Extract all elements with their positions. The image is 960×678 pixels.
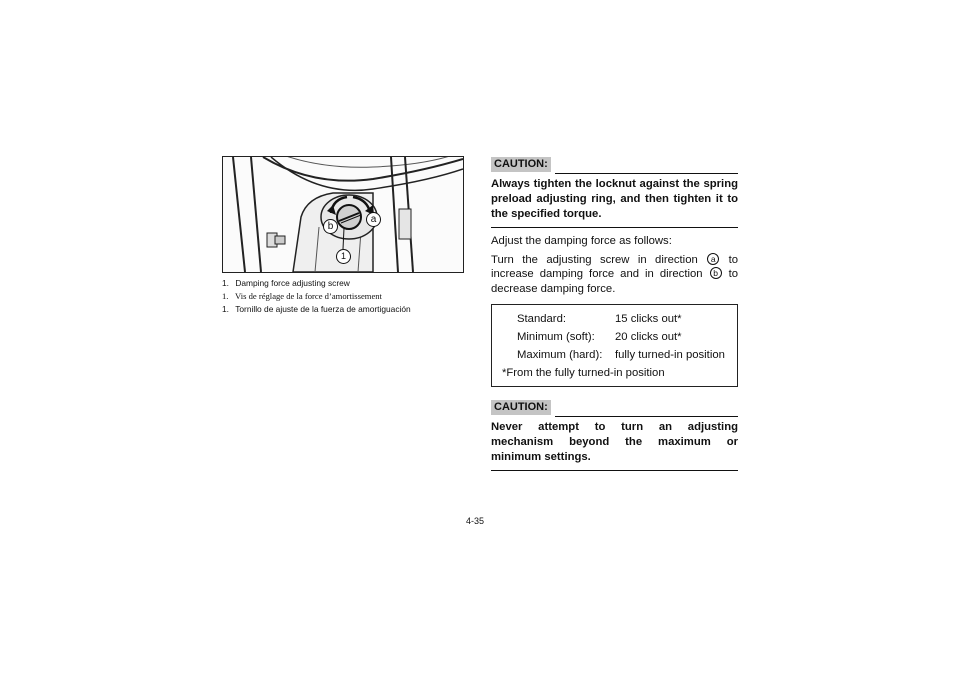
- caution-label: CAUTION:: [491, 400, 551, 415]
- page-number: 4-35: [466, 516, 485, 526]
- instructions-column: [491, 156, 738, 471]
- figure-captions: [222, 278, 472, 317]
- caption-number: 1.: [222, 278, 229, 288]
- direction-b-symbol: b: [710, 267, 722, 279]
- caution-rule: [555, 173, 738, 174]
- spec-row-maximum: [502, 346, 731, 364]
- direction-a-symbol: a: [707, 253, 719, 265]
- spec-value: fully turned-in position: [615, 349, 725, 361]
- caution-label: CAUTION:: [491, 157, 551, 172]
- caption-text: Tornillo de ajuste de la fuerza de amortiguación: [235, 304, 411, 314]
- direction-text-2: to increase damping force and in direction: [491, 253, 739, 280]
- caption-french: [222, 291, 472, 301]
- caption-text: Damping force adjusting screw: [235, 278, 350, 288]
- direction-text-1: Turn the adjusting screw in direction: [491, 253, 698, 266]
- adjust-intro: Adjust the damping force as follows:: [491, 235, 672, 247]
- adjust-direction-paragraph: [491, 253, 738, 297]
- spec-row-standard: [502, 310, 731, 328]
- callout-1: 1: [336, 249, 351, 264]
- direction-text-3: to decrease damping force.: [491, 268, 738, 295]
- damping-adjuster-illustration: [222, 156, 464, 273]
- caution-rule: [555, 416, 738, 417]
- spec-label: Minimum (soft):: [517, 331, 595, 343]
- spec-label: Standard:: [517, 313, 566, 325]
- callout-b: b: [323, 219, 338, 234]
- caption-english: [222, 278, 472, 288]
- caption-text: Vis de réglage de la force d’amortissement: [235, 291, 382, 301]
- caption-number: 1.: [222, 291, 229, 301]
- damping-spec-box: [491, 304, 738, 387]
- spec-value: 15 clicks out*: [615, 313, 682, 325]
- spec-value: 20 clicks out*: [615, 331, 682, 343]
- caution-text: Always tighten the locknut against the spring preload adjusting ring, and then tighten it to the specified torque.: [491, 174, 738, 228]
- spec-footnote: *From the fully turned-in position: [502, 367, 665, 379]
- caption-spanish: [222, 304, 472, 314]
- caution-header: [491, 399, 738, 417]
- spec-label: Maximum (hard):: [517, 349, 603, 361]
- spec-row-minimum: [502, 328, 731, 346]
- caution-text: Never attempt to turn an adjusting mechanism beyond the maximum or minimum settings.: [491, 417, 738, 471]
- caution-block-2: [491, 399, 738, 471]
- caption-number: 1.: [222, 304, 229, 314]
- callout-a: a: [366, 212, 381, 227]
- caution-header: [491, 156, 738, 174]
